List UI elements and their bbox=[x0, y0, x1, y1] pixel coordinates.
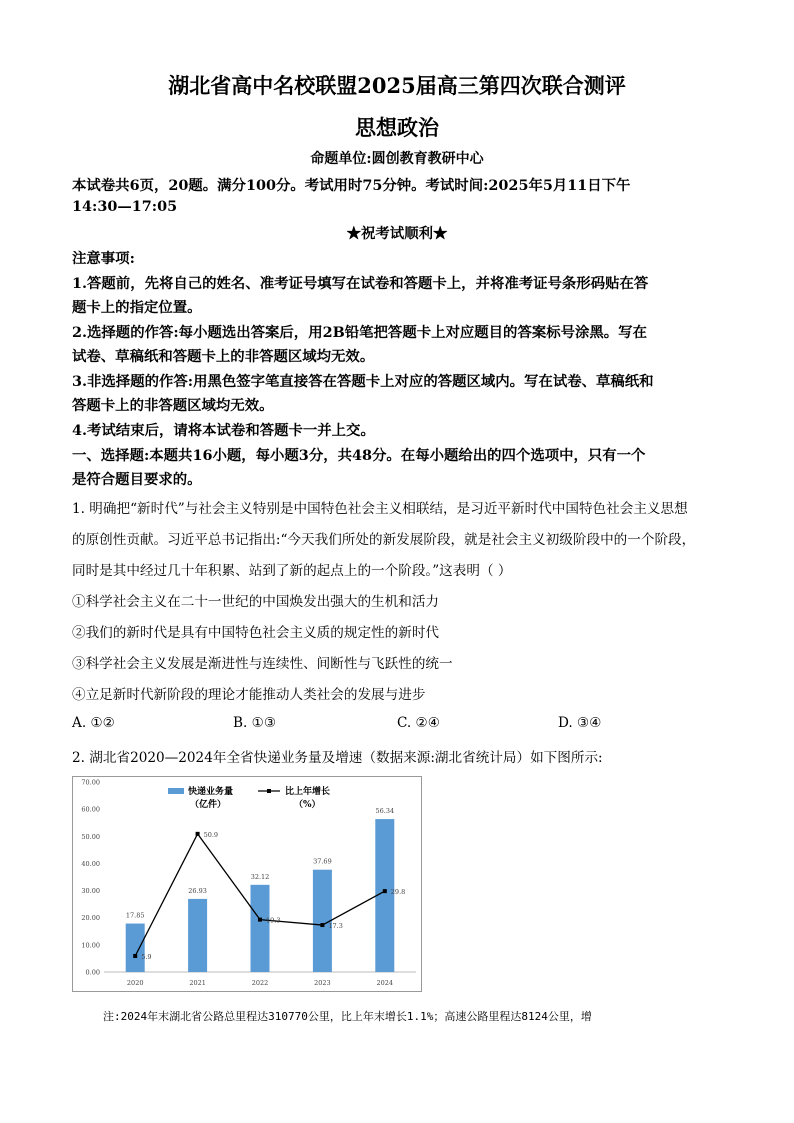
growth-point bbox=[133, 954, 137, 958]
legend-bar-label: 快递业务量 bbox=[188, 787, 234, 797]
chart-note: 注:2024年末湖北省公路总里程达310770公里，比上年末增长1.1%；高速公路里程达8124公里，增 bbox=[103, 1010, 592, 1023]
notes-line: 2.选择题的作答:每小题选出答案后，用2B铅笔把答题卡上对应题目的答案标号涂黑。写在 bbox=[72, 324, 647, 341]
growth-point bbox=[320, 923, 324, 927]
section-heading-line1: 一、选择题:本题共16小题，每小题3分，共48分。在每小题给出的四个选项中，只有一个 bbox=[72, 447, 646, 464]
bar bbox=[126, 924, 145, 972]
y-tick-label: 30.00 bbox=[81, 887, 100, 896]
growth-point bbox=[383, 889, 387, 893]
y-tick-label: 20.00 bbox=[81, 914, 100, 923]
legend-line-marker bbox=[267, 789, 271, 793]
notes-line: 3.非选择题的作答:用黑色签字笔直接答在答题卡上对应的答题区域内。写在试卷、草稿纸和 bbox=[72, 373, 654, 390]
bar-value-label: 17.85 bbox=[125, 911, 145, 920]
q1-option-d[interactable]: D. ③④ bbox=[558, 715, 602, 731]
compiler-unit: 命题单位:圆创教育教研中心 bbox=[310, 151, 484, 167]
growth-value-label: 29.8 bbox=[390, 888, 406, 897]
y-tick-label: 70.00 bbox=[81, 778, 100, 787]
good-luck-wish: ★祝考试顺利★ bbox=[346, 225, 448, 242]
growth-value-label: 17.3 bbox=[328, 922, 343, 931]
x-tick-label: 2024 bbox=[376, 979, 394, 987]
bar bbox=[251, 885, 270, 972]
notes-line: 4.考试结束后，请将本试卷和答题卡一并上交。 bbox=[72, 422, 375, 439]
y-tick-label: 50.00 bbox=[81, 832, 100, 841]
legend-bar-unit: （亿件） bbox=[190, 800, 227, 810]
notes-heading: 注意事项: bbox=[72, 250, 135, 267]
notes-line: 1.答题前，先将自己的姓名、准考证号填写在试卷和答题卡上，并将准考证号条形码贴在答 bbox=[72, 275, 649, 292]
exam-info-line2: 14:30—17:05 bbox=[72, 198, 178, 215]
q1-statement: ③科学社会主义发展是渐进性与连续性、间断性与飞跃性的统一 bbox=[72, 656, 453, 672]
q1-statement: ①科学社会主义在二十一世纪的中国焕发出强大的生机和活力 bbox=[72, 594, 440, 610]
growth-point bbox=[196, 832, 200, 836]
notes-line: 答题卡上的非答题区域均无效。 bbox=[72, 397, 274, 414]
growth-point bbox=[258, 918, 262, 922]
chart-frame bbox=[73, 777, 422, 992]
exam-title: 湖北省高中名校联盟2025届高三第四次联合测评 bbox=[168, 73, 626, 98]
x-tick-label: 2020 bbox=[126, 979, 144, 987]
q2-stem: 2. 湖北省2020—2024年全省快递业务量及增速（数据来源:湖北省统计局）如下图所示: bbox=[72, 750, 603, 766]
y-tick-label: 10.00 bbox=[81, 941, 100, 950]
bar-value-label: 32.12 bbox=[250, 872, 270, 881]
q1-option-b[interactable]: B. ①③ bbox=[233, 715, 277, 731]
q1-stem-line: 1. 明确把“新时代”与社会主义特别是中国特色社会主义相联结，是习近平新时代中国特色社会主义思想 bbox=[72, 501, 688, 517]
bar-value-label: 26.93 bbox=[188, 886, 207, 895]
legend-line-label: 比上年增长 bbox=[285, 787, 331, 797]
growth-value-label: 5.9 bbox=[141, 952, 152, 961]
bar bbox=[188, 899, 207, 972]
q1-option-a[interactable]: A. ①② bbox=[72, 715, 115, 731]
y-tick-label: 0.00 bbox=[85, 968, 100, 977]
q1-statement: ②我们的新时代是具有中国特色社会主义质的规定性的新时代 bbox=[72, 625, 440, 641]
q1-statement: ④立足新时代新阶段的理论才能推动人类社会的发展与进步 bbox=[72, 687, 426, 703]
notes-line: 题卡上的指定位置。 bbox=[72, 299, 202, 316]
bar-value-label: 56.34 bbox=[375, 807, 395, 816]
q1-stem-line: 同时是其中经过几十年积累、站到了新的起点上的一个阶段。”这表明（ ） bbox=[72, 563, 512, 579]
x-tick-label: 2023 bbox=[314, 979, 331, 987]
q1-stem-line: 的原创性贡献。习近平总书记指出:“今天我们所处的新发展阶段，就是社会主义初级阶段中的一个阶段， bbox=[72, 532, 696, 548]
bar-value-label: 37.69 bbox=[313, 857, 332, 866]
exam-info-line1: 本试卷共6页，20题。满分100分。考试用时75分钟。考试时间:2025年5月11日下午 bbox=[72, 177, 631, 194]
notes-line: 试卷、草稿纸和答题卡上的非答题区域均无效。 bbox=[72, 348, 375, 365]
y-tick-label: 60.00 bbox=[81, 805, 100, 814]
growth-value-label: 50.9 bbox=[203, 830, 219, 839]
x-tick-label: 2021 bbox=[189, 979, 206, 987]
legend-bar-swatch bbox=[168, 788, 184, 794]
y-tick-label: 40.00 bbox=[81, 859, 100, 868]
growth-value-label: 19.3 bbox=[266, 916, 281, 925]
q1-option-c[interactable]: C. ②④ bbox=[397, 715, 440, 731]
section-heading-line2: 是符合题目要求的。 bbox=[72, 471, 202, 488]
express-volume-chart bbox=[72, 776, 422, 992]
subject-title: 思想政治 bbox=[355, 115, 439, 140]
x-tick-label: 2022 bbox=[251, 979, 269, 987]
legend-line-unit: （%） bbox=[294, 800, 321, 810]
